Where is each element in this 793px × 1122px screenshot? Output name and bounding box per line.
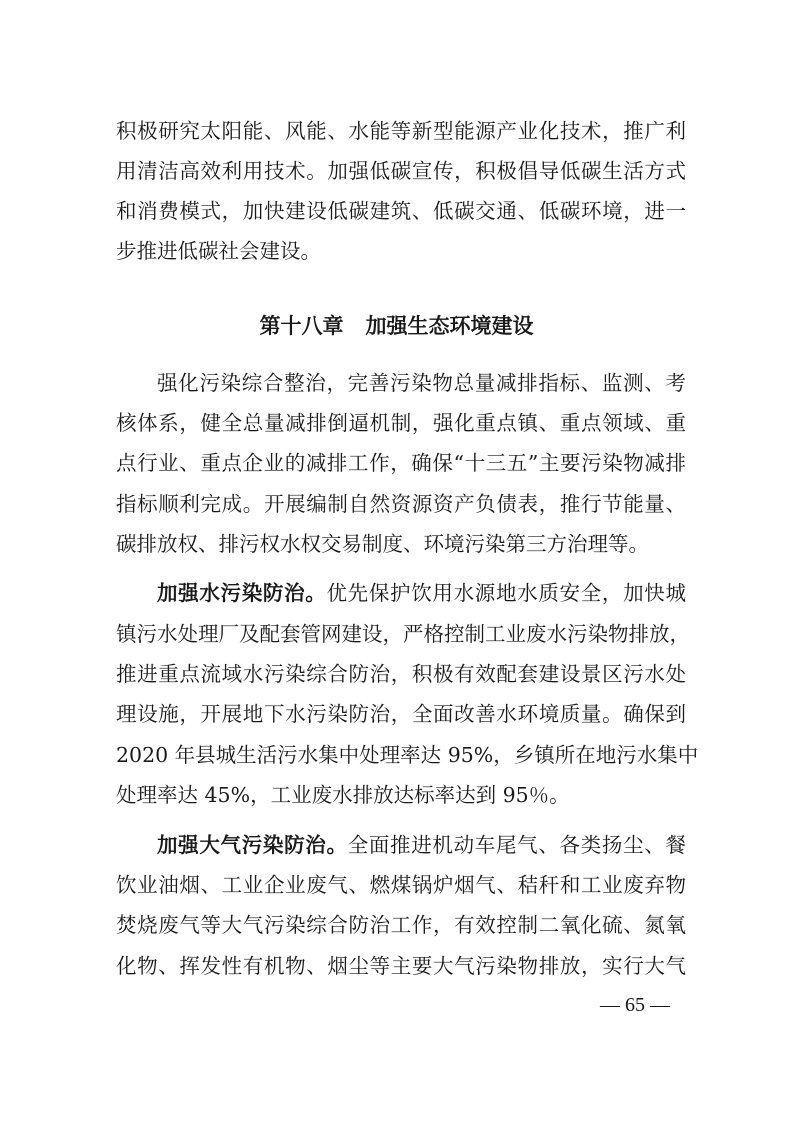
paragraph-1-line-4: 指标顺利完成。开展编制自然资源资产负债表，推行节能量、 <box>116 492 686 516</box>
paragraph-2-line-2: 镇污水处理厂及配套管网建设，严格控制工业废水污染物排放， <box>116 622 690 646</box>
intro-line-3: 和消费模式，加快建设低碳建筑、低碳交通、低碳环境，进一 <box>116 199 686 223</box>
paragraph-3-line-2: 饮业油烟、工业企业废气、燃煤锅炉烟气、秸秆和工业废弃物 <box>116 873 686 897</box>
intro-line-2: 用清洁高效利用技术。加强低碳宣传，积极倡导低碳生活方式 <box>116 159 686 183</box>
intro-line-4: 步推进低碳社会建设。 <box>116 239 321 263</box>
paragraph-2-lead: 加强水污染防治。 <box>157 581 327 605</box>
paragraph-1-line-3: 点行业、重点企业的减排工作，确保“十三五”主要污染物减排 <box>116 451 686 475</box>
paragraph-3-line-4: 化物、挥发性有机物、烟尘等主要大气污染物排放，实行大气 <box>116 954 686 978</box>
paragraph-1-line-2: 核体系，健全总量减排倒逼机制，强化重点镇、重点领域、重 <box>116 411 686 435</box>
chapter-title: 加强生态环境建设 <box>365 314 534 338</box>
paragraph-3-lead: 加强大气污染防治。 <box>157 833 348 857</box>
paragraph-3-first-line-rest: 全面推进机动车尾气、各类扬尘、餐 <box>347 833 686 857</box>
chapter-number: 第十八章 <box>259 314 344 338</box>
intro-line-1: 积极研究太阳能、风能、水能等新型能源产业化技术，推广利 <box>116 119 686 143</box>
chapter-heading <box>0 312 793 340</box>
paragraph-1-line-5: 碳排放权、排污权水权交易制度、环境污染第三方治理等。 <box>116 532 649 556</box>
page-number: — 65 — <box>600 994 670 1016</box>
paragraph-2-first-line-rest: 优先保护饮用水源地水质安全，加快城 <box>326 581 686 605</box>
paragraph-2-line-4: 理设施，开展地下水污染防治，全面改善水环境质量。确保到 <box>116 702 686 726</box>
paragraph-3-line-1 <box>157 832 686 858</box>
paragraph-2-line-3: 推进重点流域水污染综合防治，积极有效配套建设景区污水处 <box>116 662 686 686</box>
paragraph-2-line-6: 处理率达 45%，工业废水排放达标率达到 95％。 <box>116 783 570 807</box>
paragraph-2-line-5: 2020 年县城生活污水集中处理率达 95%，乡镇所在地污水集中 <box>116 743 699 767</box>
paragraph-1-line-1: 强化污染综合整治，完善污染物总量减排指标、监测、考 <box>157 371 686 395</box>
paragraph-3-line-3: 焚烧废气等大气污染综合防治工作，有效控制二氧化硫、氮氧 <box>116 913 686 937</box>
paragraph-2-line-1 <box>157 580 686 606</box>
